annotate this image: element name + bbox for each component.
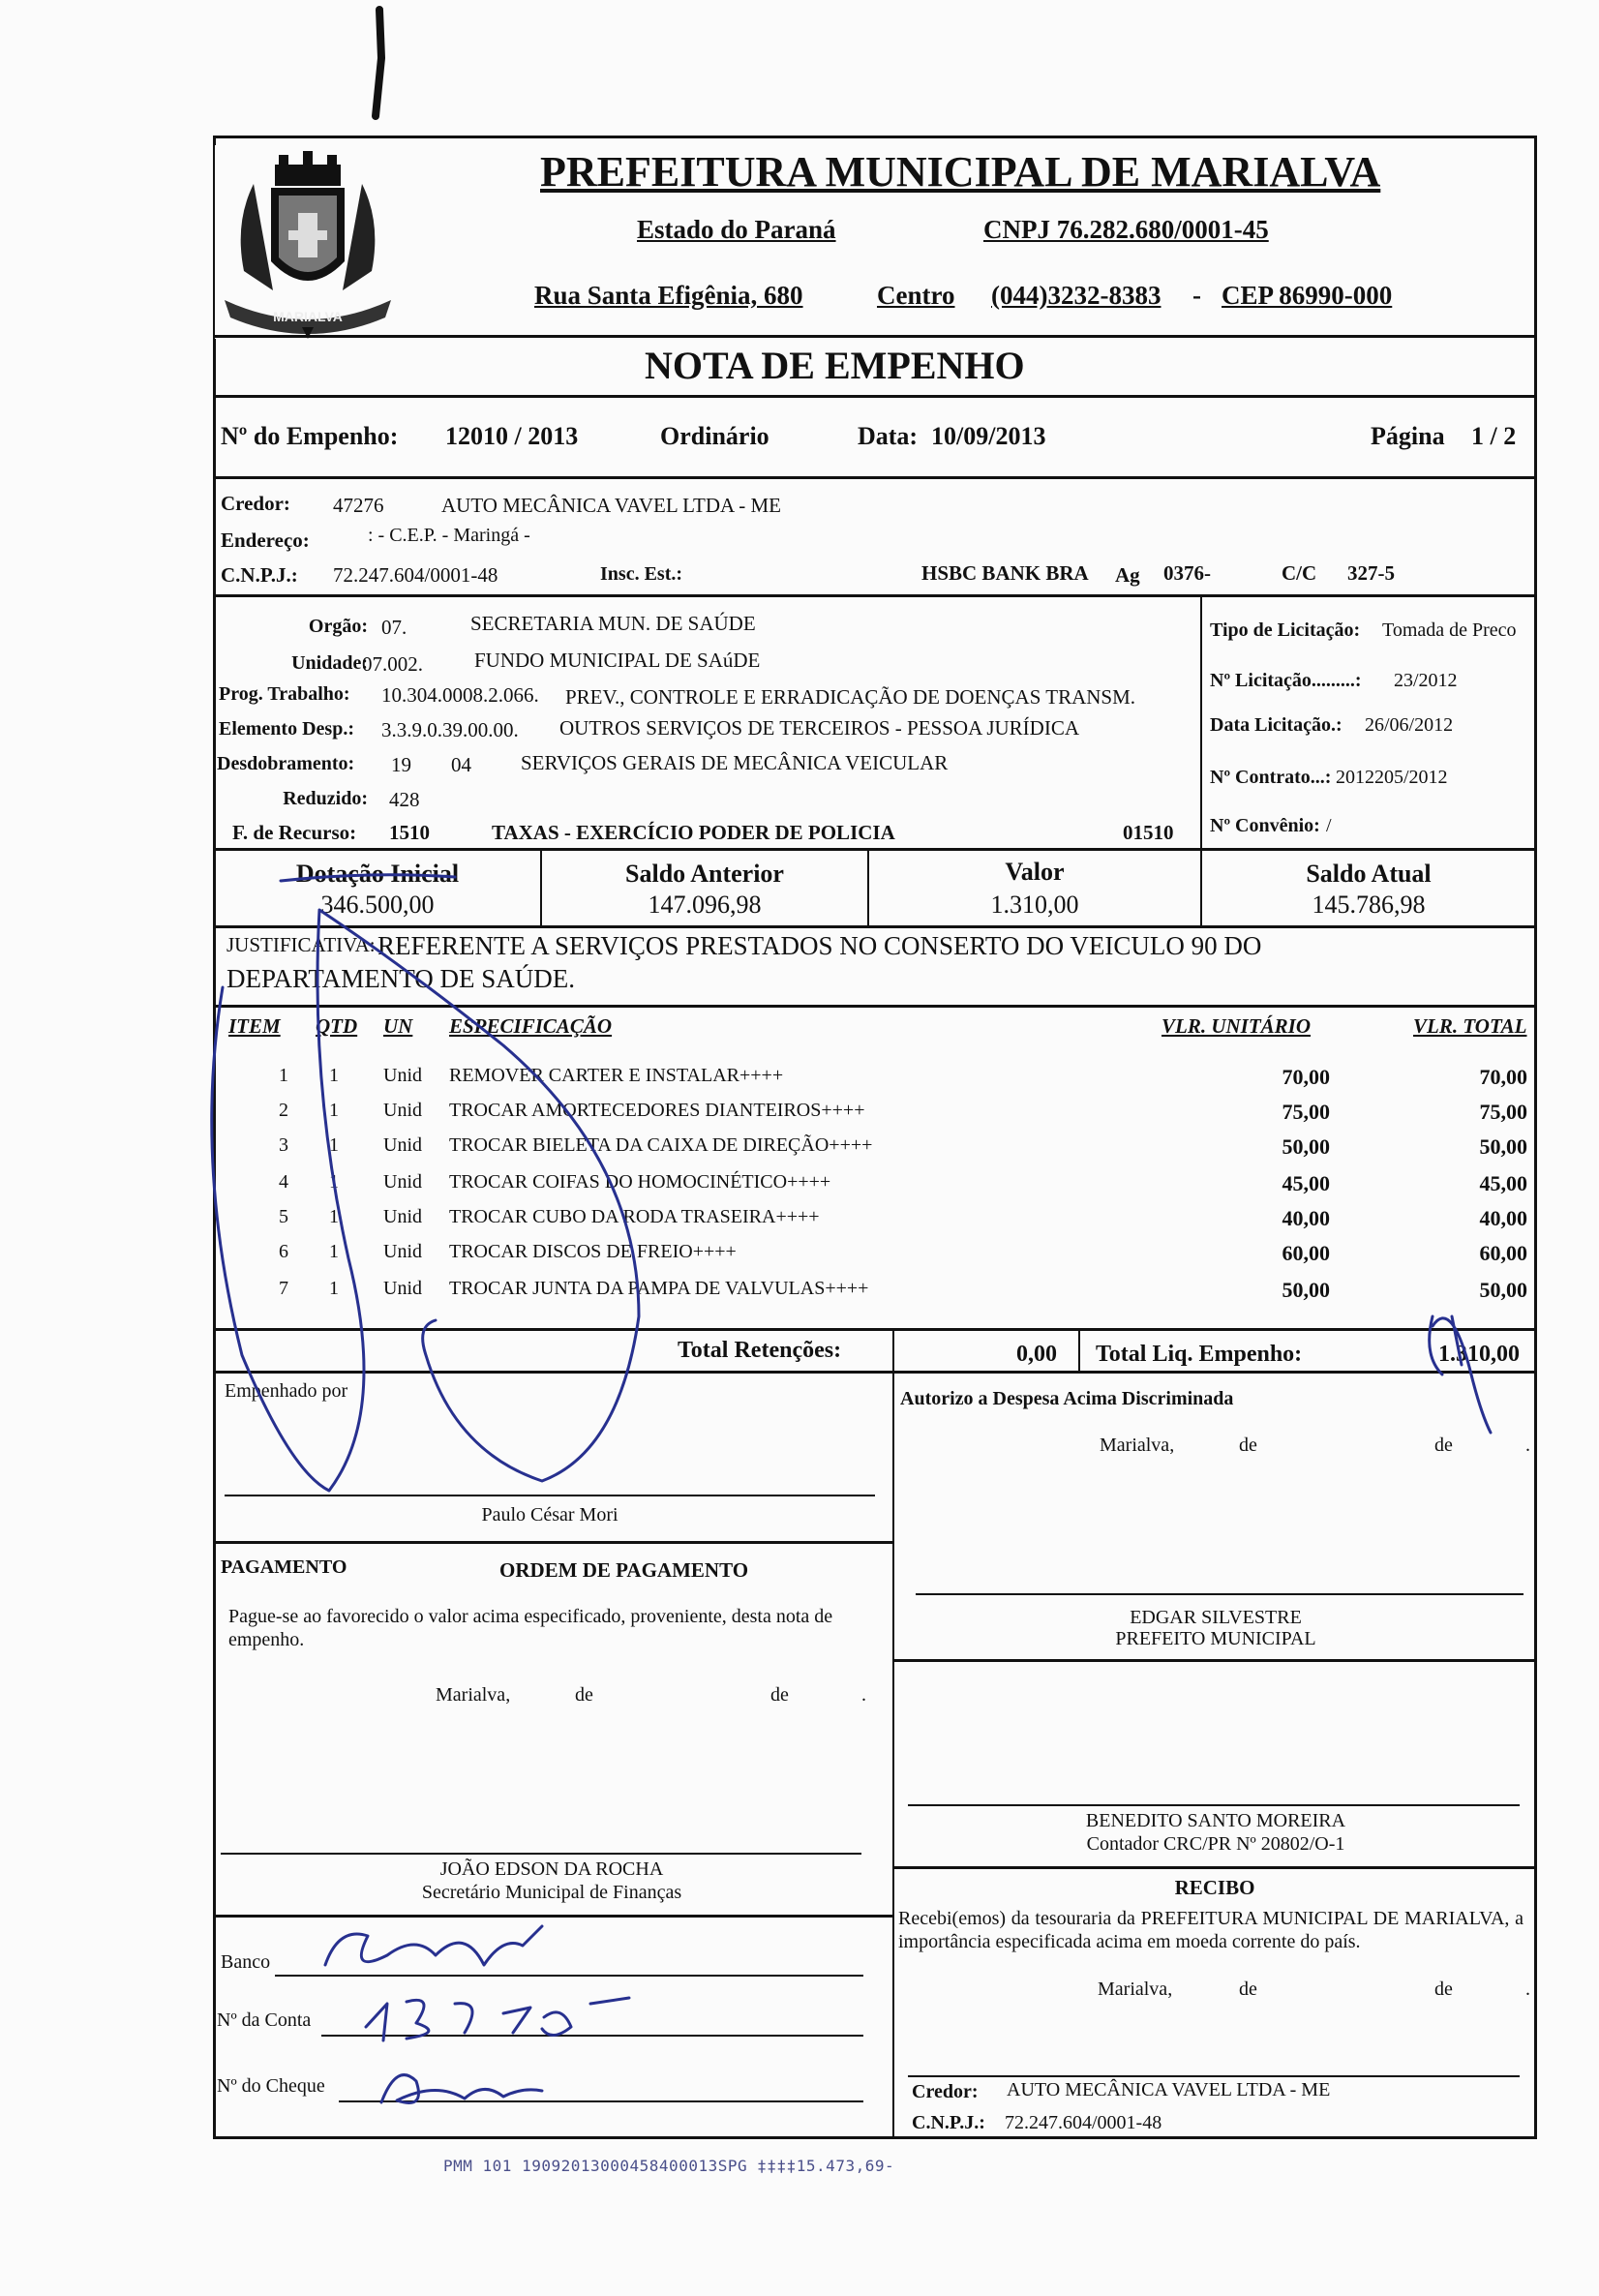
row-qty: 1 [329, 1134, 339, 1156]
credor-cnpj: 72.247.604/0001-48 [333, 563, 498, 587]
row-total-price: 75,00 [1479, 1100, 1527, 1124]
elemento-code: 3.3.9.0.39.00.00. [381, 718, 519, 741]
recibo-dot: . [1525, 1979, 1530, 2000]
ink-top-mark [376, 10, 381, 116]
autorizo-title: Autorizo a Despesa Acima Discriminada [900, 1388, 1234, 1409]
page-label: Página [1371, 422, 1445, 450]
finance-secretary-name: JOÃO EDSON DA ROCHA [439, 1858, 664, 1880]
city-crest-logo [215, 145, 401, 339]
pagamento-dot: . [861, 1684, 866, 1706]
street-address: Rua Santa Efigênia, 680 [534, 281, 803, 310]
pagamento-text: Pague-se ao favorecido o valor acima especificado, proveniente, desta nota de empenho. [228, 1606, 833, 1650]
orgao-code: 07. [381, 616, 407, 639]
row-description: TROCAR JUNTA DA PAMPA DE VALVULAS++++ [449, 1278, 869, 1299]
state-name: Estado do Paraná [637, 215, 836, 244]
district: Centro [877, 281, 955, 310]
recibo-city: Marialva, [1098, 1979, 1173, 2000]
row-qty: 1 [329, 1065, 339, 1086]
mayor-role: PREFEITO MUNICIPAL [1115, 1628, 1316, 1649]
conta-label: Nº da Conta [217, 2009, 312, 2031]
divider [892, 1866, 1537, 1869]
account-label: C/C [1282, 561, 1317, 585]
unidade-name: FUNDO MUNICIPAL DE SAúDE [474, 649, 761, 672]
row-unit-price: 70,00 [1282, 1065, 1330, 1089]
empenho-number-label: Nº do Empenho: [221, 422, 399, 450]
divider [213, 848, 1537, 851]
row-total-price: 50,00 [1479, 1278, 1527, 1302]
row-qty: 1 [329, 1100, 339, 1121]
licitacao-date-label: Data Licitação.: [1210, 714, 1343, 736]
row-item-number: 2 [279, 1100, 288, 1121]
conta-line [321, 2035, 863, 2037]
row-total-price: 60,00 [1479, 1241, 1527, 1265]
recibo-title: RECIBO [1174, 1876, 1255, 1899]
credor-name: AUTO MECÂNICA VAVEL LTDA - ME [441, 494, 782, 517]
cheque-line [339, 2100, 863, 2102]
row-description: REMOVER CARTER E INSTALAR++++ [449, 1065, 784, 1086]
empenhado-por-label: Empenhado por [225, 1380, 348, 1402]
contrato-label: Nº Contrato...: [1210, 767, 1332, 788]
row-item-number: 6 [279, 1241, 288, 1262]
row-item-number: 5 [279, 1206, 288, 1227]
page-number: 1 / 2 [1471, 422, 1517, 450]
valor-value: 1.310,00 [990, 891, 1079, 919]
licitacao-number-label: Nº Licitação.........: [1210, 670, 1362, 691]
row-item-number: 7 [279, 1278, 288, 1299]
divider [213, 925, 1537, 928]
row-qty: 1 [329, 1278, 339, 1299]
divider [1200, 594, 1202, 848]
signature-line [908, 2075, 1520, 2077]
divider [1078, 1328, 1080, 1371]
contador-name: BENEDITO SANTO MOREIRA [1085, 1810, 1346, 1831]
row-unit-price: 40,00 [1282, 1206, 1330, 1230]
divider [213, 594, 1537, 597]
licitacao-number: 23/2012 [1394, 670, 1458, 691]
row-unit: Unid [383, 1206, 422, 1227]
prog-trabalho-name: PREV., CONTROLE E ERRADICAÇÃO DE DOENÇAS TRANSM. [565, 685, 1136, 709]
pagamento-de-1: de [575, 1684, 593, 1706]
cheque-label: Nº do Cheque [217, 2075, 325, 2097]
city-cnpj: CNPJ 76.282.680/0001-45 [983, 215, 1269, 244]
divider [892, 1659, 1537, 1662]
desdobramento-code: 19 [391, 753, 411, 776]
crest-ribbon-text: MARIALVA [273, 309, 343, 324]
recibo-cnpj: 72.247.604/0001-48 [1005, 2112, 1162, 2133]
row-total-price: 40,00 [1479, 1206, 1527, 1230]
licitacao-type-label: Tipo de Licitação: [1210, 619, 1361, 641]
row-total-price: 45,00 [1479, 1171, 1527, 1195]
row-description: TROCAR CUBO DA RODA TRASEIRA++++ [449, 1206, 820, 1227]
ordem-pagamento-title: ORDEM DE PAGAMENTO [499, 1558, 749, 1582]
recibo-credor-name: AUTO MECÂNICA VAVEL LTDA - ME [1007, 2079, 1331, 2100]
recurso-code-2: 01510 [1123, 821, 1174, 844]
page-title: PREFEITURA MUNICIPAL DE MARIALVA [540, 148, 1381, 196]
postal-code: CEP 86990-000 [1222, 281, 1393, 310]
header-un: UN [383, 1014, 413, 1038]
divider [213, 1328, 1537, 1331]
recibo-cnpj-label: C.N.P.J.: [912, 2112, 985, 2133]
row-description: TROCAR COIFAS DO HOMOCINÉTICO++++ [449, 1171, 831, 1193]
orgao-name: SECRETARIA MUN. DE SAÚDE [470, 612, 756, 635]
row-description: TROCAR BIELETA DA CAIXA DE DIREÇÃO++++ [449, 1134, 873, 1156]
row-unit-price: 50,00 [1282, 1278, 1330, 1302]
divider [213, 1541, 892, 1544]
account-number: 327-5 [1347, 561, 1395, 585]
empenho-date-label: Data: [858, 422, 919, 450]
row-item-number: 4 [279, 1171, 288, 1193]
banco-label: Banco [221, 1951, 271, 1973]
header-item: ITEM [228, 1014, 281, 1038]
divider [213, 1371, 1537, 1374]
header-total-price: VLR. TOTAL [1413, 1014, 1527, 1038]
banco-line [275, 1975, 863, 1977]
empenho-type: Ordinário [660, 422, 769, 450]
desdobramento-sub: 04 [451, 753, 471, 776]
pagamento-label: PAGAMENTO [221, 1556, 347, 1578]
contador-role: Contador CRC/PR Nº 20802/O-1 [1086, 1833, 1345, 1855]
insc-est-label: Insc. Est.: [600, 563, 683, 585]
recibo-text: Recebi(emos) da tesouraria da PREFEITURA MUNICIPAL DE MARIALVA, a importância especificada acima em moeda corrente do país. [898, 1908, 1524, 1952]
reduzido-label: Reduzido: [283, 788, 368, 809]
credor-label: Credor: [221, 492, 290, 515]
empenho-date: 10/09/2013 [931, 422, 1046, 450]
divider [892, 1371, 894, 2139]
row-description: TROCAR DISCOS DE FREIO++++ [449, 1241, 737, 1262]
row-unit-price: 50,00 [1282, 1134, 1330, 1159]
convenio-label: Nº Convênio: [1210, 815, 1320, 836]
document-title: NOTA DE EMPENHO [645, 344, 1025, 387]
licitacao-type: Tomada de Preco [1382, 619, 1517, 641]
row-unit: Unid [383, 1134, 422, 1156]
signature-line [916, 1593, 1524, 1595]
signature-line [221, 1853, 861, 1855]
row-qty: 1 [329, 1206, 339, 1227]
liq-empenho-value: 1.310,00 [1438, 1342, 1520, 1367]
autorizo-city: Marialva, [1100, 1435, 1175, 1456]
header-unit-price: VLR. UNITÁRIO [1162, 1014, 1312, 1038]
empenhado-por-name: Paulo César Mori [481, 1504, 618, 1526]
header-qtd: QTD [316, 1014, 358, 1038]
credor-code: 47276 [333, 494, 384, 517]
row-unit-price: 60,00 [1282, 1241, 1330, 1265]
saldo-atual-value: 145.786,98 [1312, 891, 1426, 919]
finance-secretary-role: Secretário Municipal de Finanças [421, 1882, 682, 1903]
justificativa-line-2: DEPARTAMENTO DE SAÚDE. [226, 964, 575, 993]
agency-label: Ag [1115, 563, 1140, 587]
autorizo-dot: . [1525, 1435, 1530, 1456]
desdobramento-name: SERVIÇOS GERAIS DE MECÂNICA VEICULAR [521, 751, 949, 774]
row-unit: Unid [383, 1100, 422, 1121]
address-dash: - [1192, 281, 1201, 310]
saldo-anterior-label: Saldo Anterior [625, 860, 784, 888]
divider [213, 476, 1537, 479]
divider [892, 1328, 894, 1371]
dotacao-label: Dotação Inicial [295, 860, 460, 888]
recibo-credor-label: Credor: [912, 2081, 979, 2102]
row-unit: Unid [383, 1278, 422, 1299]
retencoes-value: 0,00 [1016, 1342, 1057, 1367]
unidade-label: Unidade: [291, 652, 368, 674]
pagamento-city: Marialva, [436, 1684, 511, 1706]
header-especificacao: ESPECIFICAÇÃO [449, 1014, 613, 1038]
empenho-number: 12010 / 2013 [445, 422, 579, 450]
signature-line [908, 1804, 1520, 1806]
signature-line [225, 1495, 875, 1496]
recibo-de-1: de [1239, 1979, 1257, 2000]
agency-number: 0376- [1163, 561, 1211, 585]
pagamento-de-2: de [770, 1684, 789, 1706]
autorizo-de-1: de [1239, 1435, 1257, 1456]
row-item-number: 3 [279, 1134, 288, 1156]
convenio-number: / [1326, 815, 1332, 836]
saldo-anterior-value: 147.096,98 [648, 891, 762, 919]
contrato-number: 2012205/2012 [1336, 767, 1448, 788]
row-unit-price: 75,00 [1282, 1100, 1330, 1124]
elemento-name: OUTROS SERVIÇOS DE TERCEIROS - PESSOA JURÍDICA [559, 716, 1080, 740]
bank-name: HSBC BANK BRA [921, 561, 1089, 585]
row-qty: 1 [329, 1171, 339, 1193]
unidade-code: 07.002. [362, 652, 423, 676]
justificativa-label: JUSTIFICATIVA: [226, 933, 376, 956]
row-description: TROCAR AMORTECEDORES DIANTEIROS++++ [449, 1100, 865, 1121]
phone-number: (044)3232-8383 [991, 281, 1162, 310]
reduzido-value: 428 [389, 788, 420, 811]
processing-stamp: PMM 101 19092013000458400013SPG ‡‡‡‡15.473,69- [443, 2157, 895, 2175]
liq-empenho-label: Total Liq. Empenho: [1096, 1342, 1303, 1367]
credor-address: : - C.E.P. - Maringá - [368, 525, 530, 546]
prog-trabalho-code: 10.304.0008.2.066. [381, 683, 539, 707]
desdobramento-label: Desdobramento: [217, 753, 355, 774]
row-unit-price: 45,00 [1282, 1171, 1330, 1195]
orgao-label: Orgão: [308, 616, 368, 637]
retencoes-label: Total Retenções: [678, 1338, 842, 1363]
row-unit: Unid [383, 1171, 422, 1193]
row-item-number: 1 [279, 1065, 288, 1086]
address-label: Endereço: [221, 529, 310, 552]
recurso-name: TAXAS - EXERCÍCIO PODER DE POLICIA [492, 821, 895, 844]
divider [213, 335, 1537, 338]
divider [213, 395, 1537, 398]
recurso-label: F. de Recurso: [232, 821, 357, 844]
dotacao-value: 346.500,00 [320, 891, 435, 919]
justificativa-line-1: REFERENTE A SERVIÇOS PRESTADOS NO CONSERTO DO VEICULO 90 DO [377, 931, 1262, 960]
recibo-de-2: de [1434, 1979, 1453, 2000]
autorizo-de-2: de [1434, 1435, 1453, 1456]
row-total-price: 50,00 [1479, 1134, 1527, 1159]
recurso-code: 1510 [389, 821, 430, 844]
row-unit: Unid [383, 1065, 422, 1086]
elemento-label: Elemento Desp.: [219, 718, 354, 740]
row-total-price: 70,00 [1479, 1065, 1527, 1089]
divider [213, 1915, 892, 1918]
prog-trabalho-label: Prog. Trabalho: [219, 683, 350, 705]
saldo-atual-label: Saldo Atual [1306, 860, 1432, 888]
cnpj-label: C.N.P.J.: [221, 563, 298, 587]
valor-label: Valor [1005, 858, 1065, 886]
row-qty: 1 [329, 1241, 339, 1262]
licitacao-date: 26/06/2012 [1365, 714, 1454, 736]
mayor-name: EDGAR SILVESTRE [1130, 1607, 1302, 1628]
row-unit: Unid [383, 1241, 422, 1262]
divider [213, 1005, 1537, 1008]
